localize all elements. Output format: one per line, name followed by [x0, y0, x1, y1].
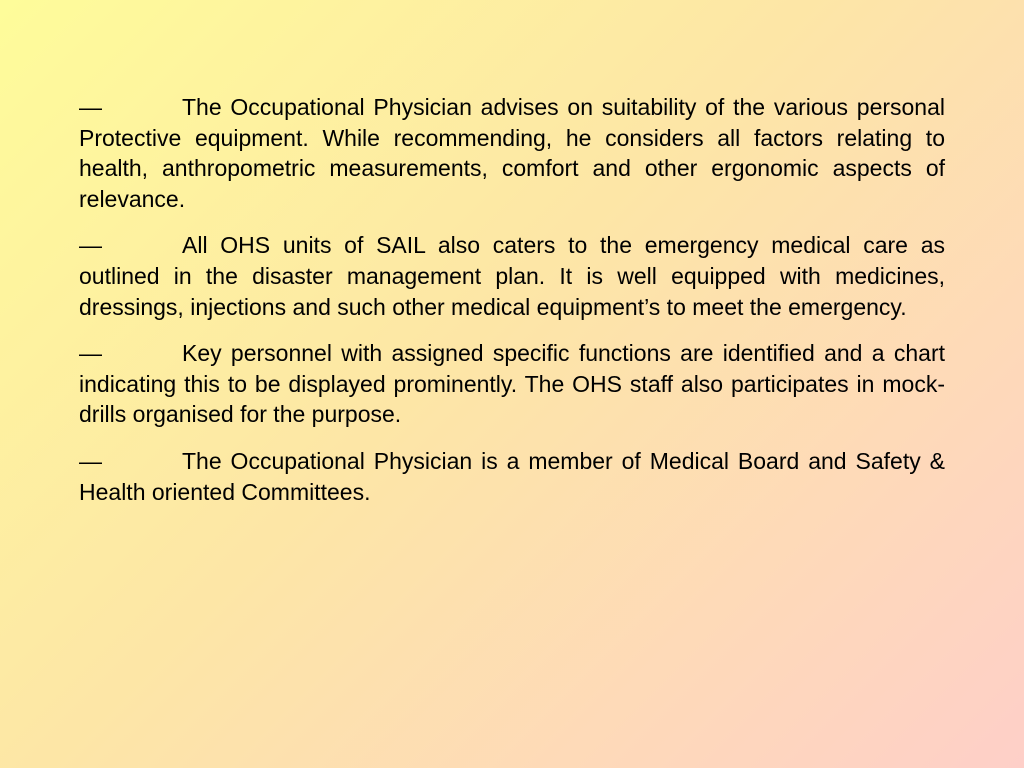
bullet-dash-marker: —: [79, 232, 102, 259]
bullet-point-3: [79, 338, 945, 430]
bullet-point-1: [79, 92, 945, 214]
bullet-text: The Occupational Physician advises on suitability of the various personal Protective equipment. While recommending, he considers all factors relating to health, anthropometric measurements, comfort and other ergonomic aspects of relevance.: [79, 94, 945, 212]
bullet-text: Key personnel with assigned specific functions are identified and a chart indicating this to be displayed prominently. The OHS staff also participates in mock-drills organised for the purpose.: [79, 340, 945, 428]
bullet-dash-marker: —: [79, 340, 102, 367]
bullet-dash-marker: —: [79, 447, 102, 474]
bullet-text: The Occupational Physician is a member of Medical Board and Safety & Health oriented Committees.: [79, 447, 945, 505]
bullet-point-4: [79, 446, 945, 507]
bullet-dash-marker: —: [79, 94, 102, 120]
bullet-text: All OHS units of SAIL also caters to the emergency medical care as outlined in the disaster management plan. It is well equipped with medicines, dressings, injections and such other medical equipment’s to meet the emergency.: [79, 232, 945, 320]
bullet-point-2: [79, 230, 945, 322]
slide-content: [79, 92, 945, 523]
